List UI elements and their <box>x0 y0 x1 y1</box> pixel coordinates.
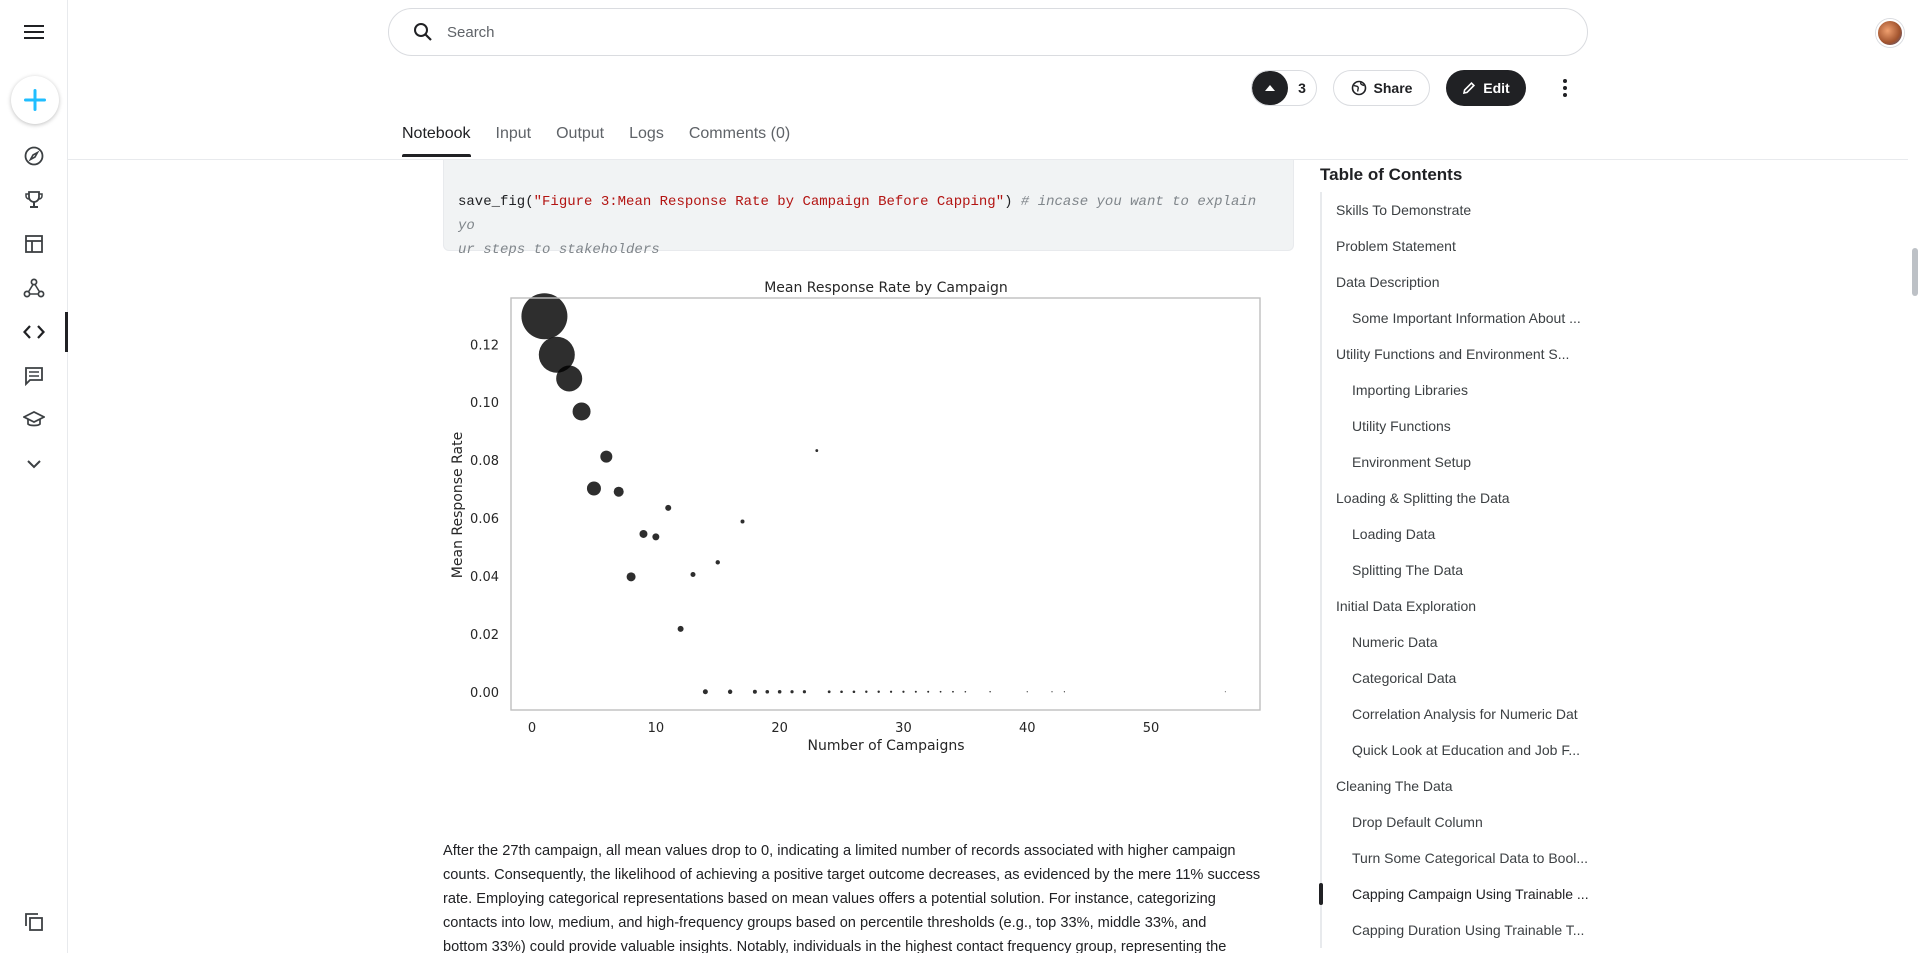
markdown-cell <box>443 839 1283 953</box>
tab-notebook[interactable]: Notebook <box>402 125 471 157</box>
scatter-point <box>765 690 769 694</box>
scatter-point <box>815 449 818 452</box>
toc-item[interactable]: Turn Some Categorical Data to Bool... <box>1352 850 1589 866</box>
scatter-point <box>965 691 967 693</box>
more-options-icon[interactable] <box>1554 76 1576 100</box>
menu-icon[interactable] <box>18 16 50 48</box>
caret-up-icon <box>1264 84 1276 92</box>
toc-item[interactable]: Utility Functions and Environment S... <box>1336 346 1570 362</box>
y-tick-label: 0.02 <box>470 627 499 643</box>
toc-item[interactable]: Problem Statement <box>1336 238 1456 254</box>
scatter-point <box>600 451 612 463</box>
code-close-paren: ) <box>1004 194 1021 210</box>
chart-points <box>521 293 1225 694</box>
prose-line: bottom 33%) could provide valuable insights. Notably, individuals in the highest contact frequency group, representing the <box>443 939 1227 953</box>
scatter-point <box>940 691 942 693</box>
scatter-point <box>573 402 591 420</box>
vote-count: 3 <box>1298 80 1306 96</box>
edit-button[interactable] <box>1446 70 1526 106</box>
toc-item[interactable]: Some Important Information About ... <box>1352 310 1581 326</box>
scatter-point <box>927 691 929 693</box>
scatter-point <box>778 690 782 694</box>
tab-input[interactable]: Input <box>495 125 532 142</box>
scatter-chart <box>443 272 1303 762</box>
scatter-point <box>865 691 867 693</box>
upvote-control[interactable] <box>1251 70 1317 106</box>
y-tick-label: 0.12 <box>470 338 499 354</box>
scatter-point <box>790 690 793 693</box>
toc-title: Table of Contents <box>1320 165 1463 184</box>
scatter-point <box>1027 691 1028 692</box>
active-nav-indicator <box>65 312 68 352</box>
tab-logs[interactable]: Logs <box>629 125 664 142</box>
y-tick-label: 0.08 <box>470 454 499 470</box>
scatter-point <box>803 690 806 693</box>
scatter-point <box>652 533 659 540</box>
toc-item[interactable]: Loading Data <box>1352 526 1436 542</box>
copy-pages-icon[interactable] <box>18 906 50 938</box>
scatter-point <box>614 487 624 497</box>
scatter-point <box>728 690 732 694</box>
prose-line: contacts into low, medium, and high-frequency groups based on percentile thresholds (e.g., top 33%, middle 33%, and <box>443 915 1207 931</box>
scatter-point <box>521 293 567 339</box>
toc-item[interactable]: Categorical Data <box>1352 670 1457 686</box>
notebook-tabs <box>402 125 790 157</box>
search-icon <box>413 22 433 42</box>
scatter-point <box>753 690 757 694</box>
toc-item[interactable]: Correlation Analysis for Numeric Dat <box>1352 706 1578 722</box>
datasets-table-icon[interactable] <box>18 228 50 260</box>
code-cell[interactable] <box>443 160 1294 258</box>
scatter-point <box>587 482 601 496</box>
toc-item[interactable]: Skills To Demonstrate <box>1336 202 1472 218</box>
code-function: save_fig( <box>458 194 534 210</box>
scatter-point <box>1064 691 1065 692</box>
share-label: Share <box>1373 80 1413 96</box>
prose-line: rate. Employing categorical representations based on mean values offers a potential solution. For instance, categorizing <box>443 891 1216 907</box>
plus-icon <box>22 87 48 113</box>
trophy-icon[interactable] <box>18 184 50 216</box>
scatter-point <box>952 691 954 693</box>
left-nav-rail <box>0 0 68 953</box>
prose-line: After the 27th campaign, all mean values drop to 0, indicating a limited number of records associated with higher campaign <box>443 843 1236 859</box>
upvote-button[interactable] <box>1252 71 1288 105</box>
y-tick-label: 0.10 <box>470 396 499 412</box>
scatter-point <box>556 365 582 391</box>
chart-xlabel: Number of Campaigns <box>807 738 965 754</box>
toc-item[interactable]: Capping Campaign Using Trainable ... <box>1352 886 1589 902</box>
scatter-point <box>877 691 879 693</box>
table-of-contents <box>1320 192 1600 948</box>
scatter-point <box>678 626 684 632</box>
chart-svg <box>443 272 1303 762</box>
x-tick-label: 0 <box>527 721 537 736</box>
code-comment-continued: ur steps to stakeholders <box>458 242 660 258</box>
scatter-point <box>639 530 647 538</box>
chart-plot-frame <box>511 298 1260 710</box>
code-comment: # incase you want to explain yo <box>458 194 1257 234</box>
scatter-point <box>828 690 831 693</box>
toc-item[interactable]: Loading & Splitting the Data <box>1336 490 1510 506</box>
toc-item[interactable]: Data Description <box>1336 274 1440 290</box>
x-tick-label: 30 <box>895 721 912 736</box>
scatter-point <box>853 690 856 693</box>
chevron-down-icon[interactable] <box>18 448 50 480</box>
discussions-icon[interactable] <box>18 360 50 392</box>
share-button[interactable] <box>1333 70 1430 106</box>
code-icon[interactable] <box>18 316 50 348</box>
scatter-point <box>989 691 990 692</box>
compass-icon[interactable] <box>18 140 50 172</box>
scatter-point <box>890 691 892 693</box>
page-scrollbar[interactable] <box>1912 248 1918 296</box>
scatter-point <box>716 560 720 564</box>
search-bar[interactable] <box>388 8 1588 56</box>
toc-active-marker <box>1319 883 1323 905</box>
toc-item[interactable]: Splitting The Data <box>1352 562 1464 578</box>
code-string: "Figure 3:Mean Response Rate by Campaign Before Capping" <box>533 194 1005 210</box>
toc-item[interactable]: Utility Functions <box>1352 418 1451 434</box>
search-input[interactable]: Search <box>447 23 495 41</box>
toc-item[interactable]: Importing Libraries <box>1352 382 1468 398</box>
toc-item[interactable]: Environment Setup <box>1352 454 1472 470</box>
scatter-point <box>627 572 636 581</box>
toc-item[interactable]: Quick Look at Education and Job F... <box>1352 742 1581 758</box>
y-tick-label: 0.06 <box>470 512 499 528</box>
toc-item[interactable]: Initial Data Exploration <box>1336 598 1477 614</box>
create-button[interactable] <box>11 76 59 124</box>
scatter-point <box>690 572 695 577</box>
tab-comments[interactable]: Comments (0) <box>688 125 791 142</box>
scatter-point <box>665 505 671 511</box>
toc-item[interactable]: Numeric Data <box>1352 634 1438 650</box>
scatter-point <box>902 691 904 693</box>
x-tick-label: 20 <box>771 721 788 736</box>
scatter-point <box>1051 691 1052 692</box>
toc-item[interactable]: Capping Duration Using Trainable T... <box>1352 922 1585 938</box>
scatter-point <box>840 690 843 693</box>
learn-cap-icon[interactable] <box>18 404 50 436</box>
y-tick-label: 0.04 <box>470 569 499 585</box>
x-tick-label: 50 <box>1142 721 1160 736</box>
scatter-point <box>741 520 745 524</box>
toc-item[interactable]: Drop Default Column <box>1352 814 1483 830</box>
x-tick-label: 10 <box>647 721 665 736</box>
scatter-point <box>915 691 917 693</box>
chart-ylabel: Mean Response Rate <box>450 431 466 579</box>
tab-output[interactable]: Output <box>556 125 605 142</box>
toc-item[interactable]: Cleaning The Data <box>1336 778 1453 794</box>
x-tick-label: 40 <box>1018 721 1036 736</box>
pencil-icon <box>1462 81 1476 95</box>
user-avatar[interactable] <box>1876 19 1904 47</box>
scatter-point <box>703 689 708 694</box>
scatter-point <box>1225 691 1226 692</box>
globe-icon <box>1351 80 1367 96</box>
edit-label: Edit <box>1483 80 1510 96</box>
prose-line: counts. Consequently, the likelihood of achieving a positive target outcome decreases, as evidenced by the mere 11% success <box>443 867 1261 883</box>
models-network-icon[interactable] <box>18 272 50 304</box>
y-tick-label: 0.00 <box>470 685 499 701</box>
chart-title: Mean Response Rate by Campaign <box>764 280 1008 296</box>
chart-ticks <box>470 338 1159 736</box>
